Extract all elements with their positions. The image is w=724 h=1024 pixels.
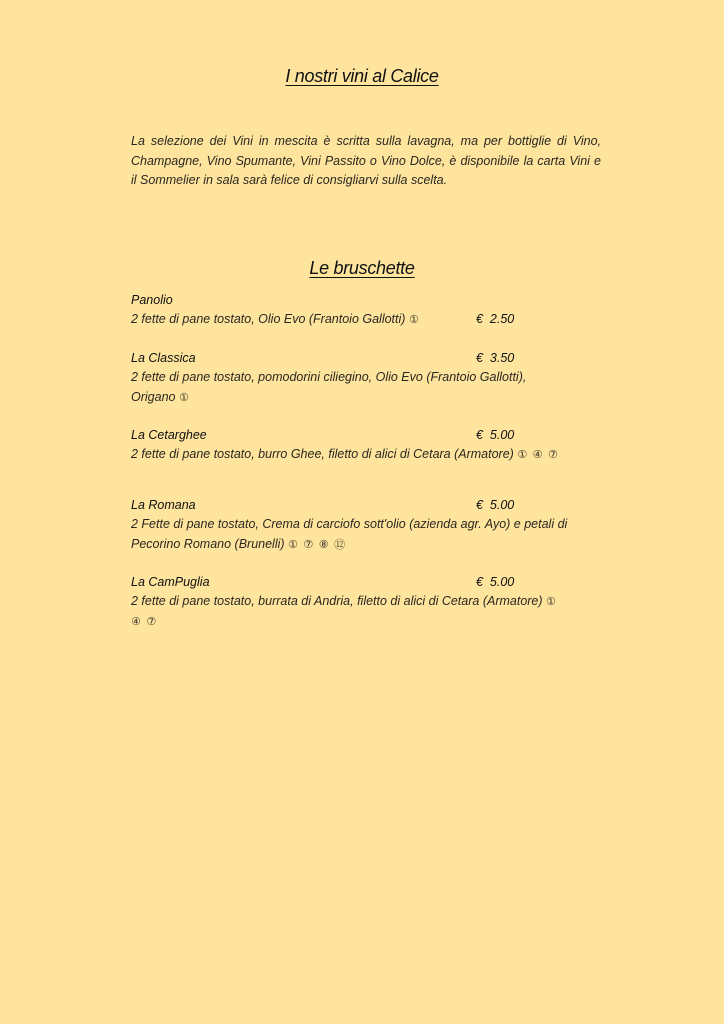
bruschette-section-title: Le bruschette (309, 258, 415, 278)
wine-intro-text: La selezione dei Vini in mescita è scritta sulla lavagna, ma per bottiglie di Vino, Champagne, Vino Spumante, Vini Passito o Vino Dolce, è disponibile la carta Vini e il Sommelier in sala sarà felice di consigliarvi sulla scelta. (131, 134, 601, 187)
item-price: € 5.00 (476, 498, 515, 512)
menu-item (131, 291, 591, 330)
item-price: € 3.50 (476, 351, 515, 365)
item-name: La Classica (131, 351, 196, 365)
item-description-text: 2 Fette di pane tostato, Crema di carciofo sott'olio (azienda agr. Ayo) e petali di Pecorino Romano (Brunelli) (131, 517, 568, 551)
item-name: La Cetarghee (131, 428, 207, 442)
allergen-icons: ① ④ ⑦ (131, 595, 557, 628)
allergen-icons: ① ④ ⑦ (517, 448, 559, 461)
allergen-icons: ① (178, 390, 190, 404)
menu-item (131, 349, 591, 407)
allergen-icons: ① (408, 313, 420, 326)
item-description-text: 2 fette di pane tostato, burro Ghee, filetto di alici di Cetara (Armatore) (131, 447, 514, 461)
item-price: € 5.00 (476, 428, 515, 442)
item-name: La Romana (131, 498, 196, 512)
wine-section-title: I nostri vini al Calice (285, 66, 439, 86)
item-name: Panolio (131, 293, 173, 307)
item-price: € 5.00 (476, 575, 515, 589)
menu-item (131, 573, 591, 631)
item-price: € 2.50 (476, 312, 515, 326)
item-description-text: 2 fette di pane tostato, Olio Evo (Frantoio Gallotti) (131, 312, 406, 326)
item-name: La CamPuglia (131, 575, 210, 589)
item-description (131, 368, 571, 407)
item-description-text: 2 fette di pane tostato, pomodorini ciliegino, Olio Evo (Frantoio Gallotti), Origano (131, 370, 527, 404)
item-description (131, 592, 571, 631)
allergen-icons: ① ⑦ ⑧ ⑫ (288, 537, 347, 551)
menu-item (131, 496, 591, 554)
menu-item (131, 426, 591, 465)
item-description (131, 445, 571, 465)
item-description-text: 2 fette di pane tostato, burrata di Andria, filetto di alici di Cetara (Armatore) (131, 594, 543, 608)
item-description (131, 515, 571, 554)
